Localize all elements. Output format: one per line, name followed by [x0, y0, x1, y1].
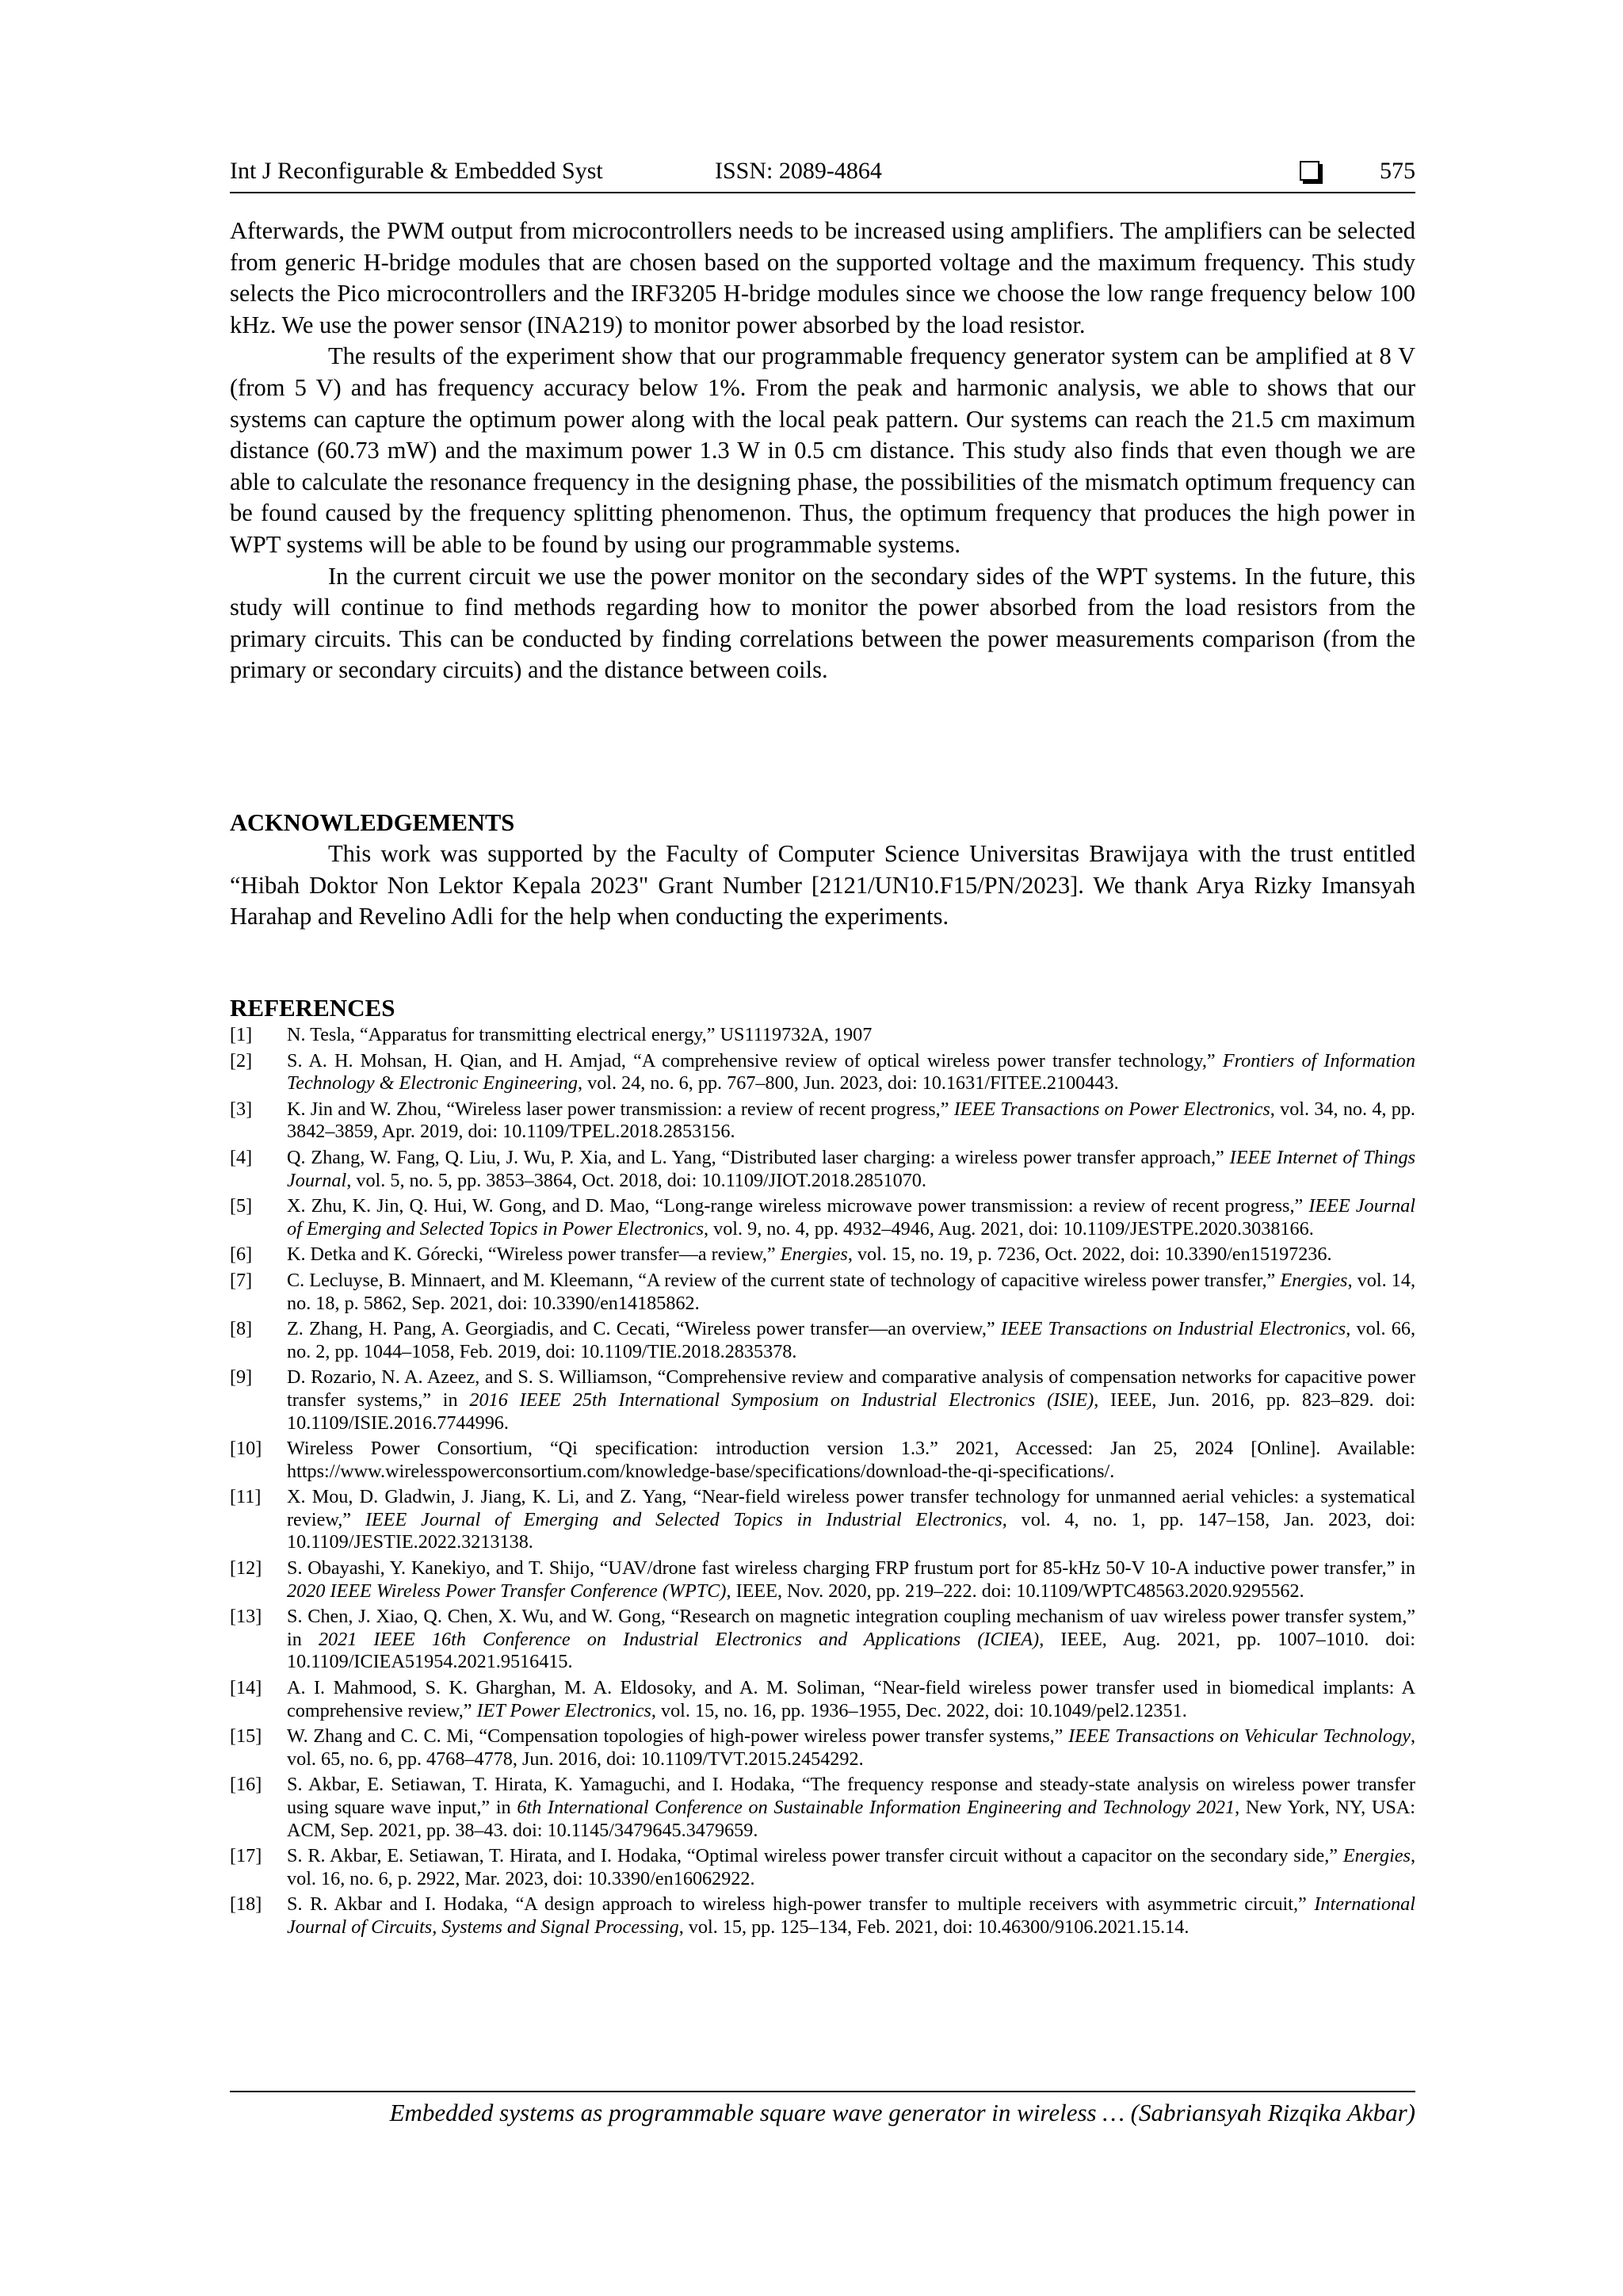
- reference-number: [2]: [230, 1049, 253, 1072]
- reference-number: [1]: [230, 1024, 253, 1045]
- journal-name: Int J Reconfigurable & Embedded Syst: [230, 158, 603, 184]
- reference-number: [15]: [230, 1725, 262, 1748]
- body-paragraph: In the current circuit we use the power monitor on the secondary sides of the WPT systems. In the future, this study will continue to find methods regarding how to monitor the power absorbed from the load resistors from the primary circuits. This can be conducted by finding correlations between the power measurements comparison (from the primary or secondary circuits) and the distance between coils.: [230, 562, 1415, 684]
- reference-text-tail: , vol. 16, no. 6, p. 2922, Mar. 2023, doi: 10.3390/en16062922.: [287, 1845, 1415, 1889]
- reference-text-tail: , vol. 24, no. 6, pp. 767–800, Jun. 2023, doi: 10.1631/FITEE.2100443.: [578, 1072, 1119, 1095]
- reference-text-tail: , vol. 15, no. 19, p. 7236, Oct. 2022, doi: 10.3390/en15197236.: [847, 1244, 1332, 1266]
- reference-number: [18]: [230, 1893, 262, 1916]
- reference-number: [7]: [230, 1269, 253, 1291]
- reference-text: N. Tesla, “Apparatus for transmitting electrical energy,” US1119732A, 1907: [287, 1024, 873, 1045]
- reference-text-tail: , vol. 15, pp. 125–134, Feb. 2021, doi: 10.46300/9106.2021.15.14.: [678, 1916, 1190, 1938]
- reference-text: D. Rozario, N. A. Azeez, and S. S. Williamson, “Comprehensive review and comparative analysis of compensation networks for capacitive power transfer systems,” in: [287, 1366, 1415, 1411]
- reference-text-tail: , IEEE, Jun. 2016, pp. 823–829. doi: 10.1109/ISIE.2016.7744996.: [287, 1389, 1416, 1434]
- square-bullet-icon: [1300, 161, 1319, 181]
- reference-item: [230, 1050, 1415, 1095]
- reference-text-tail: , IEEE, Nov. 2020, pp. 219–222. doi: 10.1109/WPTC48563.2020.9295562.: [726, 1580, 1304, 1602]
- reference-text: S. R. Akbar and I. Hodaka, “A design approach to wireless high-power transfer to multiple receivers with asymmetric circuit,”: [287, 1893, 1315, 1916]
- page-number: 575: [1380, 158, 1415, 184]
- reference-venue: IET Power Electronics: [476, 1699, 651, 1721]
- reference-venue: IEEE Transactions on Industrial Electronics: [1000, 1318, 1346, 1340]
- reference-text-tail: , New York, NY, USA: ACM, Sep. 2021, pp. 38–43. doi: 10.1145/3479645.3479659.: [287, 1797, 1415, 1841]
- reference-text: Wireless Power Consortium, “Qi specification: introduction version 1.3.” 2021, Accessed: Jan 25, 2024 [Online]. Available: https://www.wirelesspowerconsortium.com/knowledge-base/specifications/download-the-qi-specifications/.: [287, 1438, 1415, 1482]
- reference-text-tail: , vol. 15, no. 16, pp. 1936–1955, Dec. 2022, doi: 10.1049/pel2.12351.: [651, 1699, 1187, 1721]
- reference-text-tail: , vol. 34, no. 4, pp. 3842–3859, Apr. 2019, doi: 10.1109/TPEL.2018.2853156.: [287, 1098, 1415, 1143]
- reference-venue: Frontiers of Information Technology & Electronic Engineering: [287, 1049, 1415, 1095]
- references-section: [230, 992, 1415, 1943]
- reference-item: [230, 1486, 1415, 1554]
- reference-number: [3]: [230, 1098, 253, 1120]
- reference-number: [4]: [230, 1146, 253, 1168]
- reference-text: X. Mou, D. Gladwin, J. Jiang, K. Li, and Z. Yang, “Near-field wireless power transfer technology for unmanned aerial vehicles: a systematical review,”: [287, 1486, 1415, 1530]
- reference-text-tail: , vol. 14, no. 18, p. 5862, Sep. 2021, doi: 10.3390/en14185862.: [287, 1269, 1415, 1314]
- body-paragraph: Afterwards, the PWM output from microcontrollers needs to be increased using amplifiers. The amplifiers can be selected from generic H-bridge modules that are chosen based on the supported voltage and the maximum frequency. This study selects the Pico microcontrollers and the IRF3205 H-bridge modules since we choose the low range frequency below 100 kHz. We use the power sensor (INA219) to monitor power absorbed by the load resistor.: [230, 217, 1415, 338]
- reference-item: [230, 1845, 1415, 1890]
- reference-venue: Energies: [1280, 1269, 1348, 1291]
- reference-venue: IEEE Journal of Emerging and Selected Topics in Power Electronics: [287, 1195, 1415, 1240]
- reference-number: [16]: [230, 1774, 262, 1796]
- acknowledgements-text: This work was supported by the Faculty of Computer Science Universitas Brawijaya with the trust entitled “Hibah Doktor Non Lektor Kepala 2023" Grant Number [2121/UN10.F15/PN/2023]. We thank Arya Rizky Imansyah Harahap and Revelino Adli for the help when conducting the experiments.: [230, 840, 1415, 930]
- reference-text: W. Zhang and C. C. Mi, “Compensation topologies of high-power wireless power transfer systems,”: [287, 1725, 1069, 1748]
- reference-text: K. Jin and W. Zhou, “Wireless laser power transmission: a review of recent progress,”: [287, 1098, 954, 1120]
- reference-number: [6]: [230, 1244, 253, 1266]
- reference-item: [230, 1606, 1415, 1674]
- reference-venue: IEEE Internet of Things Journal: [287, 1146, 1415, 1191]
- reference-item: [230, 1366, 1415, 1435]
- reference-number: [13]: [230, 1606, 262, 1628]
- reference-text-tail: , IEEE, Aug. 2021, pp. 1007–1010. doi: 10.1109/ICIEA51954.2021.9516415.: [287, 1628, 1415, 1673]
- reference-item: [230, 1725, 1415, 1771]
- running-header: [230, 155, 1415, 193]
- reference-item: [230, 1318, 1415, 1363]
- reference-text: K. Detka and K. Górecki, “Wireless power transfer—a review,”: [287, 1244, 781, 1266]
- reference-venue: Energies: [1342, 1845, 1411, 1867]
- conclusion-body: [230, 216, 1415, 686]
- reference-text: S. R. Akbar, E. Setiawan, T. Hirata, and I. Hodaka, “Optimal wireless power transfer circuit without a capacitor on the secondary side,”: [287, 1845, 1343, 1867]
- reference-number: [11]: [230, 1486, 262, 1508]
- reference-number: [5]: [230, 1195, 253, 1217]
- acknowledgements-title: ACKNOWLEDGEMENTS: [230, 809, 515, 836]
- reference-venue: IEEE Journal of Emerging and Selected Topics in Industrial Electronics: [365, 1508, 1002, 1530]
- reference-text: A. I. Mahmood, S. K. Gharghan, M. A. Eldosoky, and A. M. Soliman, “Near-field wireless power transfer used in biomedical implants: A comprehensive review,”: [287, 1677, 1415, 1721]
- reference-venue: 2016 IEEE 25th International Symposium on Industrial Electronics (ISIE): [469, 1389, 1094, 1411]
- reference-number: [12]: [230, 1557, 262, 1580]
- reference-text: X. Zhu, K. Jin, Q. Hui, W. Gong, and D. Mao, “Long-range wireless microwave power transmission: a review of recent progress,”: [287, 1195, 1309, 1217]
- reference-text: S. Chen, J. Xiao, Q. Chen, X. Wu, and W. Gong, “Research on magnetic integration coupling mechanism of uav wireless power transfer system,” in: [287, 1606, 1415, 1650]
- reference-venue: 6th International Conference on Sustainable Information Engineering and Technology 2021: [517, 1797, 1235, 1818]
- reference-item: [230, 1677, 1415, 1722]
- references-title: REFERENCES: [230, 994, 395, 1022]
- reference-text-tail: , vol. 4, no. 1, pp. 147–158, Jan. 2023, doi: 10.1109/JESTIE.2022.3213138.: [287, 1508, 1415, 1553]
- reference-item: [230, 1244, 1415, 1266]
- reference-text: C. Lecluyse, B. Minnaert, and M. Kleemann, “A review of the current state of technology of capacitive wireless power transfer,”: [287, 1269, 1281, 1291]
- running-footer: Embedded systems as programmable square wave generator in wireless … (Sabriansyah Rizqika Akbar): [230, 2091, 1415, 2129]
- reference-number: [14]: [230, 1677, 262, 1699]
- reference-text-tail: , vol. 5, no. 5, pp. 3853–3864, Oct. 2018, doi: 10.1109/JIOT.2018.2851070.: [346, 1169, 926, 1191]
- reference-venue: Energies: [780, 1244, 848, 1266]
- reference-number: [10]: [230, 1438, 262, 1460]
- reference-venue: 2020 IEEE Wireless Power Transfer Conference (WPTC): [287, 1580, 727, 1602]
- body-paragraph: The results of the experiment show that our programmable frequency generator system can be amplified at 8 V (from 5 V) and has frequency accuracy below 1%. From the peak and harmonic analysis, we able to shows that our systems can capture the optimum power along with the local peak pattern. Our systems can reach the 21.5 cm maximum distance (60.73 mW) and the maximum power 1.3 W in 0.5 cm distance. This study also finds that even though we are able to calculate the resonance frequency in the designing phase, the possibilities of the mismatch optimum frequency can be found caused by the frequency splitting phenomenon. Thus, the optimum frequency that produces the high power in WPT systems will be able to be found by using our programmable systems.: [230, 342, 1415, 558]
- reference-item: [230, 1774, 1415, 1842]
- reference-item: [230, 1557, 1415, 1603]
- reference-item: [230, 1098, 1415, 1144]
- reference-number: [9]: [230, 1366, 253, 1389]
- reference-number: [17]: [230, 1845, 262, 1867]
- reference-text: S. Obayashi, Y. Kanekiyo, and T. Shijo, “UAV/drone fast wireless charging FRP frustum port for 85-kHz 50-V 10-A inductive power transfer,” in: [287, 1557, 1415, 1580]
- reference-item: [230, 1195, 1415, 1240]
- acknowledgements-section: [230, 807, 1415, 933]
- reference-list: [230, 1024, 1415, 1939]
- reference-item: [230, 1438, 1415, 1483]
- reference-venue: 2021 IEEE 16th Conference on Industrial Electronics and Applications (ICIEA): [318, 1628, 1040, 1650]
- reference-text: Z. Zhang, H. Pang, A. Georgiadis, and C. Cecati, “Wireless power transfer—an overview,”: [287, 1318, 1001, 1340]
- reference-item: [230, 1147, 1415, 1192]
- reference-venue: IEEE Transactions on Vehicular Technology: [1068, 1725, 1411, 1748]
- issn: ISSN: 2089-4864: [715, 158, 882, 184]
- reference-venue: IEEE Transactions on Power Electronics: [953, 1098, 1270, 1120]
- reference-text-tail: , vol. 66, no. 2, pp. 1044–1058, Feb. 2019, doi: 10.1109/TIE.2018.2835378.: [287, 1318, 1415, 1362]
- reference-number: [8]: [230, 1318, 253, 1340]
- reference-text: S. A. H. Mohsan, H. Qian, and H. Amjad, “A comprehensive review of optical wireless power transfer technology,”: [287, 1049, 1223, 1072]
- reference-item: [230, 1893, 1415, 1939]
- reference-text: S. Akbar, E. Setiawan, T. Hirata, K. Yamaguchi, and I. Hodaka, “The frequency response and steady-state analysis on wireless power transfer using square wave input,” in: [287, 1774, 1415, 1818]
- reference-venue: International Journal of Circuits, Systems and Signal Processing: [287, 1893, 1415, 1938]
- reference-item: [230, 1270, 1415, 1315]
- reference-text-tail: , vol. 9, no. 4, pp. 4932–4946, Aug. 2021, doi: 10.1109/JESTPE.2020.3038166.: [704, 1217, 1314, 1240]
- reference-text-tail: , vol. 65, no. 6, pp. 4768–4778, Jun. 2016, doi: 10.1109/TVT.2015.2454292.: [287, 1725, 1415, 1770]
- reference-text: Q. Zhang, W. Fang, Q. Liu, J. Wu, P. Xia, and L. Yang, “Distributed laser charging: a wireless power transfer approach,”: [287, 1146, 1230, 1168]
- reference-item: [230, 1024, 1415, 1047]
